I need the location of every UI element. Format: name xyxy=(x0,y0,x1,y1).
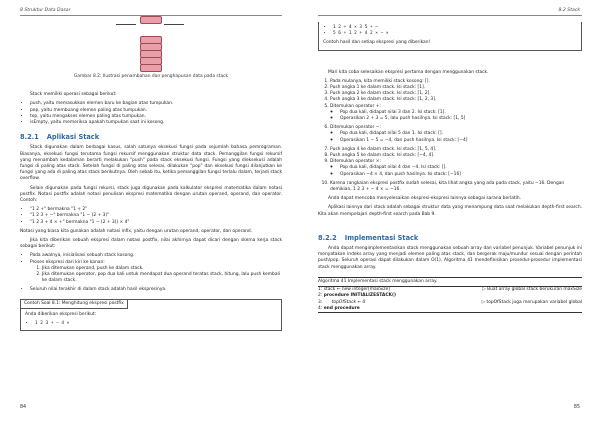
list-item: 1. Pada mulanya, kita memiliki stack kosong: []. xyxy=(330,79,582,85)
header-rule xyxy=(318,15,582,16)
example-box-body xyxy=(21,309,281,330)
list-item: 10. Karena rangkaian ekspresi postfix sudah selesai, kita lihat angka yang ada pada stack, yaitu −16. Dengan demikian, 1 2 3 + − 4 × = −16. xyxy=(330,181,582,193)
figure-caption: Gambar 8.2: Ilustrasi penambahan dan penghapusan data pada stack xyxy=(73,74,229,79)
substeps-list xyxy=(330,165,582,177)
list-item xyxy=(330,159,582,178)
pop-arrow xyxy=(164,24,184,25)
line-comment: ▷ topOfStack juga merupakan variabel global xyxy=(481,299,582,305)
line-code: procedure INITIALIZESTACK() xyxy=(323,293,396,299)
example-box-body xyxy=(319,22,581,50)
list-item xyxy=(30,260,282,285)
list-item: • "1 2 3 + −" bermakna "1 − (2 + 3)" xyxy=(30,213,282,219)
line-code: topOfStack ← 0 xyxy=(331,299,366,305)
stack-element xyxy=(140,16,162,24)
line-number: 3: xyxy=(318,299,323,305)
box-list xyxy=(323,25,577,37)
section-number: 8.2.1 xyxy=(20,133,39,142)
postfix-examples xyxy=(20,207,282,226)
list-item: 3. Push angka 2 ke dalam stack. Isi stack: [1, 2]. xyxy=(330,91,582,97)
running-header: 8.2 Stack xyxy=(558,8,580,13)
line-number: 1: xyxy=(318,287,323,293)
list-item-label: Ditemukan operator +: xyxy=(330,103,381,109)
list-item: 8. Push angka 5 ke dalam stack. Isi stack: [−4, 4]. xyxy=(330,153,582,159)
line-comment: ▷ Buat array global stack berukuran maxSize xyxy=(482,287,582,293)
paragraph: Anda dapat mencoba menyelesaikan ekspresi-ekspresi lainnya sebagai sarana berlatih. xyxy=(328,196,522,202)
right-body xyxy=(318,22,582,313)
paragraph: Stack digunakan dalam berbagai kasus, salah satunya eksekusi fungsi pada sejumlah bahasa pemrograman. Biasanya, eksekusi fungsi terutama fungsi rekursif menggunakan struktur data stack. Pemanggilan fungsi rekursif yang menambah kedalaman berarti melakukan "push" pada stack eksekusi fungsi. Fungsi yang dieksekusi adalah fungsi di paling atas stack. Setelah fungsi di paling atas selesai, dilakukan "pop" dan eksekusi fungsi dilanjutkan ke fungsi yang ada di paling atas stack berikutnya. Oleh sebab itu, ketika pemanggilan fungsi terlalu dalam, terjadi stack overflow. xyxy=(20,145,282,182)
line-code: stack ← new integer[maxSize] xyxy=(323,287,391,293)
list-item-label: Ditemukan operator −: xyxy=(330,125,381,131)
line-number: 4: xyxy=(318,305,323,311)
paragraph: Stack memiliki operasi sebagai berikut: xyxy=(30,92,117,98)
substeps-list xyxy=(330,131,582,143)
list-item: 4. Push angka 3 ke dalam stack. Isi stack: [1, 2, 3]. xyxy=(330,97,582,103)
paragraph: Aplikasi lainnya dari stack adalah sebagai struktur data yang menampung data saat melakukan depth-first search. Kita akan mempelajari depth-first search pada Bab 9. xyxy=(318,205,582,217)
page-number: 84 xyxy=(20,405,27,410)
list-item: • pop, yaitu membuang elemen paling atas tumpukan. xyxy=(30,108,282,114)
substeps-list xyxy=(330,110,582,122)
section-title: Aplikasi Stack xyxy=(46,133,100,142)
list-item: 2. Push angka 1 ke dalam stack. Isi stack: [1]. xyxy=(330,85,582,91)
example-box-title: Contoh Soal 8.1: Menghitung ekspresi postfix xyxy=(21,300,128,309)
list-item xyxy=(330,125,582,144)
section-number: 8.2.2 xyxy=(318,233,337,242)
list-item: 7. Push angka 4 ke dalam stack. Isi stack: [1, 5, 4]. xyxy=(330,147,582,153)
list-item: • "1 2 3 + 4 × +" bermakna "1 − (2 + 3)) × 4" xyxy=(30,220,282,226)
list-item: • isEmpty, yaitu memeriksa apakah tumpukan saat ini kosong. xyxy=(30,120,282,126)
list-item: • Pada awalnya, inisialisasi sebuah stack kosong. xyxy=(30,253,282,259)
running-header: 8 Struktur Data Dasar xyxy=(20,8,71,13)
section-heading xyxy=(20,134,282,140)
line-code: end procedure xyxy=(323,305,360,311)
list-item: • Seluruh nilai terakhir di dalam stack adalah hasil ekspresinya. xyxy=(30,287,282,293)
stack-figure xyxy=(0,16,300,74)
paragraph: Contoh hasil dan setiap ekspresi yang diberikan! xyxy=(323,40,431,46)
example-box-continued xyxy=(318,22,582,51)
example-box xyxy=(20,299,282,332)
section-heading xyxy=(318,235,582,241)
steps-list xyxy=(20,253,282,293)
algorithm-title: Algoritma 41 Implementasi stack menggunakan array. xyxy=(318,278,582,287)
list-item-label: Proses ekspresi dari kiri ke kanan: xyxy=(30,259,105,265)
list-item: ◦ Operasikan 2 + 3 = 5, lalu push hasilnya. Isi stack: [1, 5] xyxy=(340,116,582,122)
stack-element xyxy=(140,64,162,72)
paragraph: Anda dapat mengimplementasikan stack menggunakan sebuah array dan variabel penunjuk. Variabel penunjuk ini menyatakan indeks array yang menjadi elemen paling atas stack, dan bergerak maju/mundur sesuai dengan perintah push/pop. Seluruh operasi dapat dilakukan dalam O(1). Algoritma 41 mendefinisikan prosedur-prosedur implementasi stack menggunakan array. xyxy=(318,246,582,270)
list-item: ◦ Pop dua kali, didapat nilai 3 dan 2. Isi stack: [1]. xyxy=(340,110,582,116)
substeps-list xyxy=(30,266,282,285)
algorithm-line xyxy=(318,306,582,312)
list-item: 1. Jika ditemukan operand, push ke dalam stack. xyxy=(42,266,282,272)
list-item: • top, yaitu mengakses elemen paling atas tumpukan. xyxy=(30,114,282,120)
box-list xyxy=(25,321,277,327)
right-page xyxy=(300,0,600,424)
algorithm-box xyxy=(318,277,582,313)
list-item: • push, yaitu memasukkan elemen baru ke bagian atas tumpukan. xyxy=(30,101,282,107)
operations-list xyxy=(20,101,282,126)
list-item: • "1 2 +" bermakna "1 + 2" xyxy=(30,207,282,213)
section-title: Implementasi Stack xyxy=(344,233,419,242)
list-item: ◦ Operasikan 1 − 5 = −4, dan push hasilnya. Isi stack: [−4] xyxy=(340,138,582,144)
line-number: 2: xyxy=(318,293,323,299)
list-item: ◦ Operasikan −4 × 4, dan push hasilnya. Isi stack: [−16] xyxy=(340,172,582,178)
left-body xyxy=(20,74,282,336)
page-number: 85 xyxy=(573,405,580,410)
list-item: • 5 6 + 1 2 + 4 2 × − × xyxy=(333,31,577,37)
list-item: 2. Jika ditemukan operator, pop dua kali untuk mendapat dua operand teratas stack, hitung, lalu push kembali ke dalam stack. xyxy=(42,272,282,284)
push-arrow xyxy=(116,24,136,25)
paragraph: Notasi yang biasa kita gunakan adalah notasi infix, yaitu dengan urutan operand, operator, dan operand. xyxy=(20,228,253,234)
paragraph: Mari kita coba selesaikan ekspresi pertama dengan menggunakan stack. xyxy=(328,69,489,75)
paragraph: Jika kita diberikan sebuah ekspresi dalam notasi postfix, nilai akhirnya dapat dicari dengan skema kerja stack sebagai berikut: xyxy=(20,238,282,250)
paragraph: Anda diberikan ekspresi berikut: xyxy=(25,311,97,317)
list-item-label: Ditemukan operator ×: xyxy=(330,159,381,165)
list-item: ◦ Pop dua kali, didapat nilai 4 dan −4. Isi stack: []. xyxy=(340,165,582,171)
list-item: ◦ Pop dua kali, didapat nilai 5 dan 1. Isi stack: []. xyxy=(340,131,582,137)
list-item xyxy=(330,104,582,123)
solution-steps xyxy=(318,79,582,193)
paragraph: Selain digunakan pada fungsi rekursi, stack juga digunakan pada kalkulator ekspresi matematika dalam notasi postfix. Notasi postfix adalah notasi penulisan ekspresi matematika dengan urutan operand, operand, dan operator. Contoh: xyxy=(20,185,282,204)
list-item: • 1 2 + 4 × 3 5 + − xyxy=(333,25,577,31)
list-item: • 1 2 3 + − 4 × xyxy=(35,321,277,327)
